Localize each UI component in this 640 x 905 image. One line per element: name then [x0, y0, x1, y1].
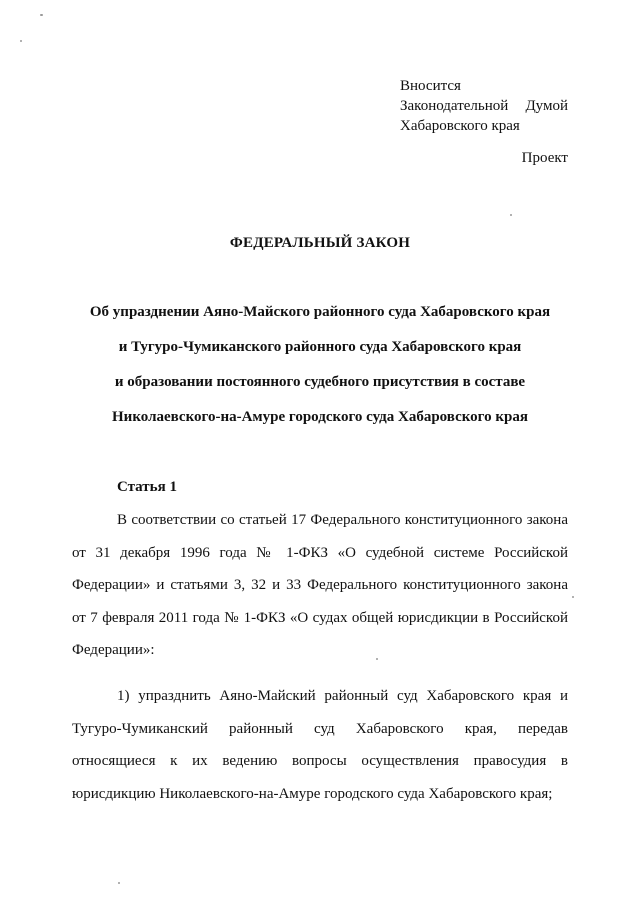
paragraph-line: юрисдикцию Николаевского-на-Амуре городского суда Хабаровского края;: [72, 785, 553, 802]
law-title: [60, 302, 580, 442]
scan-speck: [20, 40, 22, 42]
article-paragraph-1: [72, 510, 568, 673]
submitted-line-2-word-b: Думой: [525, 98, 568, 114]
paragraph-line: Федерации» и статьями 3, 32 и 33 Федерального конституционного закона: [72, 577, 568, 593]
law-title-line: и образовании постоянного судебного присутствия в составе: [114, 374, 526, 390]
submitted-line-2-word-a: Законодательной: [400, 98, 509, 114]
law-title-line: Об упразднении Аяно-Майского районного суда Хабаровского края: [89, 304, 551, 320]
law-title-line: Николаевского-на-Амуре городского суда Хабаровского края: [112, 409, 528, 425]
paragraph-line: относящиеся к их ведению вопросы осуществления правосудия в: [72, 753, 568, 769]
article-paragraph-2: [72, 686, 568, 816]
scan-speck: [118, 882, 120, 884]
paragraph-line: В соответствии со статьей 17 Федерального конституционного закона: [117, 512, 568, 528]
submitted-by-block: [400, 76, 568, 136]
scan-speck: [40, 14, 43, 16]
submitted-line-1: Вносится: [400, 78, 461, 94]
paragraph-line: от 31 декабря 1996 года № 1-ФКЗ «О судебной системе Российской: [72, 544, 568, 561]
scan-speck: [572, 596, 574, 598]
scan-speck: [376, 658, 378, 660]
project-label: Проект: [521, 150, 568, 166]
submitted-line-3: Хабаровского края: [400, 118, 520, 134]
paragraph-line: от 7 февраля 2011 года № 1-ФКЗ «О судах общей юрисдикции в Российской: [72, 609, 568, 626]
paragraph-line: Федерации»:: [72, 642, 155, 658]
law-title-line: и Тугуро-Чумиканского районного суда Хабаровского края: [118, 339, 522, 355]
paragraph-line: Тугуро-Чумиканский районный суд Хабаровского края, передав: [72, 720, 568, 737]
paragraph-line: 1) упразднить Аяно-Майский районный суд Хабаровского края и: [117, 688, 568, 704]
law-type-heading: ФЕДЕРАЛЬНЫЙ ЗАКОН: [229, 235, 411, 251]
submitted-line-2: [400, 96, 568, 116]
article-heading: Статья 1: [117, 479, 177, 495]
scan-speck: [510, 214, 512, 216]
